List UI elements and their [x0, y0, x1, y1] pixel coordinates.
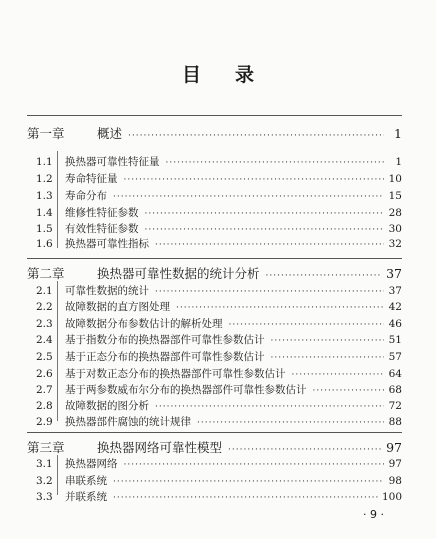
section-number: 1.5 [36, 223, 53, 235]
dot-leader [113, 477, 384, 487]
chapter-divider [27, 115, 402, 116]
section-number: 2.4 [36, 334, 53, 346]
section-title: 基于正态分布的换热器部件可靠性参数估计 [65, 351, 265, 363]
section-number: 1.4 [36, 207, 53, 219]
dot-leader [197, 418, 384, 428]
section-page: 98 [388, 475, 402, 487]
section-title: 基于两参数威布尔分布的换热器部件可靠性参数估计 [65, 384, 307, 396]
chapter-divider [27, 432, 402, 433]
toc-section[interactable] [36, 299, 402, 314]
dot-leader [166, 158, 385, 168]
section-title: 故障数据的直方图处理 [65, 301, 170, 313]
toc-section[interactable] [36, 154, 402, 169]
section-number: 2.7 [36, 384, 53, 396]
dot-leader [113, 192, 384, 202]
dot-leader [313, 386, 385, 396]
chapter-page: 37 [386, 266, 402, 281]
dot-leader [271, 353, 385, 363]
dot-leader [155, 240, 384, 250]
toc-section[interactable] [36, 398, 402, 413]
dot-leader [145, 209, 385, 219]
section-page: 97 [388, 458, 402, 470]
page-title-char-2: 录 [235, 64, 255, 86]
chapter-title: 概述 [97, 126, 123, 141]
dot-leader [176, 303, 384, 313]
dot-leader [271, 336, 385, 346]
dot-leader [155, 287, 384, 297]
section-title: 寿命特征量 [65, 173, 118, 185]
section-page: 15 [388, 190, 402, 202]
section-title: 换热器部件腐蚀的统计规律 [65, 416, 191, 428]
toc-section[interactable] [36, 316, 402, 331]
dot-leader [292, 370, 385, 380]
section-page: 100 [381, 491, 402, 503]
section-number: 2.5 [36, 351, 53, 363]
section-page: 1 [395, 156, 402, 168]
toc-section[interactable] [36, 332, 402, 347]
section-page: 37 [388, 285, 402, 297]
section-number: 2.3 [36, 318, 53, 330]
toc-section[interactable] [36, 221, 402, 236]
chapter-number: 第一章 [27, 126, 65, 141]
dot-leader [155, 402, 384, 412]
section-title: 有效性特征参数 [65, 223, 139, 235]
section-number: 3.1 [36, 458, 53, 470]
section-number: 3.2 [36, 475, 53, 487]
section-page: 30 [388, 223, 402, 235]
section-title: 换热器可靠性特征量 [65, 156, 160, 168]
section-title: 基于对数正态分布的换热器部件可靠性参数估计 [65, 368, 286, 380]
section-page: 72 [388, 400, 402, 412]
section-title: 并联系统 [65, 491, 107, 503]
section-page: 51 [388, 334, 402, 346]
section-number: 2.8 [36, 400, 53, 412]
toc-section[interactable] [36, 456, 402, 471]
section-title: 换热器网络 [65, 458, 118, 470]
dot-leader [228, 445, 382, 455]
toc-section[interactable] [36, 349, 402, 364]
toc-section[interactable] [36, 366, 402, 381]
page-title-char-1: 目 [181, 64, 201, 86]
section-number: 2.1 [36, 285, 53, 297]
section-number: 1.6 [36, 238, 53, 250]
section-page: 88 [388, 416, 402, 428]
toc-section[interactable] [36, 283, 402, 298]
dot-leader [113, 493, 378, 503]
section-number: 1.2 [36, 173, 53, 185]
section-title: 维修性特征参数 [65, 207, 139, 219]
section-number: 1.3 [36, 190, 53, 202]
chapter-page: 1 [394, 126, 402, 141]
section-page: 32 [388, 238, 402, 250]
toc-chapter-3[interactable] [27, 438, 402, 456]
section-title: 可靠性数据的统计 [65, 285, 149, 297]
section-title: 故障数据的图分析 [65, 400, 149, 412]
section-number: 2.6 [36, 368, 53, 380]
chapter-title: 换热器可靠性数据的统计分析 [97, 266, 260, 281]
dot-leader [128, 131, 384, 141]
section-title: 基于指数分布的换热器部件可靠性参数估计 [65, 334, 265, 346]
section-title: 换热器可靠性指标 [65, 238, 149, 250]
toc-section[interactable] [36, 382, 402, 397]
toc-section[interactable] [36, 489, 402, 504]
section-title: 串联系统 [65, 475, 107, 487]
toc-section[interactable] [36, 205, 402, 220]
chapter-number: 第二章 [27, 266, 65, 281]
section-page: 46 [388, 318, 402, 330]
section-number: 2.2 [36, 301, 53, 313]
dot-leader [266, 271, 383, 281]
chapter-number: 第三章 [27, 440, 65, 455]
section-page: 10 [388, 173, 402, 185]
section-number: 3.3 [36, 491, 53, 503]
chapter-title: 换热器网络可靠性模型 [97, 440, 223, 455]
dot-leader [124, 175, 385, 185]
toc-section[interactable] [36, 236, 402, 251]
chapter-divider [27, 258, 402, 259]
page-number: · 9 · [363, 508, 384, 521]
toc-section[interactable] [36, 473, 402, 488]
section-page: 28 [388, 207, 402, 219]
chapter-page: 97 [386, 440, 402, 455]
toc-section[interactable] [36, 188, 402, 203]
page-title [0, 60, 436, 87]
section-number: 1.1 [36, 156, 53, 168]
section-page: 68 [388, 384, 402, 396]
toc-chapter-1[interactable] [27, 124, 402, 142]
dot-leader [145, 225, 385, 235]
dot-leader [229, 320, 385, 330]
dot-leader [124, 460, 385, 470]
section-number: 2.9 [36, 416, 53, 428]
toc-chapter-2[interactable] [27, 264, 402, 282]
section-page: 57 [388, 351, 402, 363]
section-title: 故障数据分布参数估计的解析处理 [65, 318, 223, 330]
toc-section[interactable] [36, 414, 402, 429]
section-title: 寿命分布 [65, 190, 107, 202]
section-page: 64 [388, 368, 402, 380]
section-page: 42 [388, 301, 402, 313]
toc-section[interactable] [36, 171, 402, 186]
